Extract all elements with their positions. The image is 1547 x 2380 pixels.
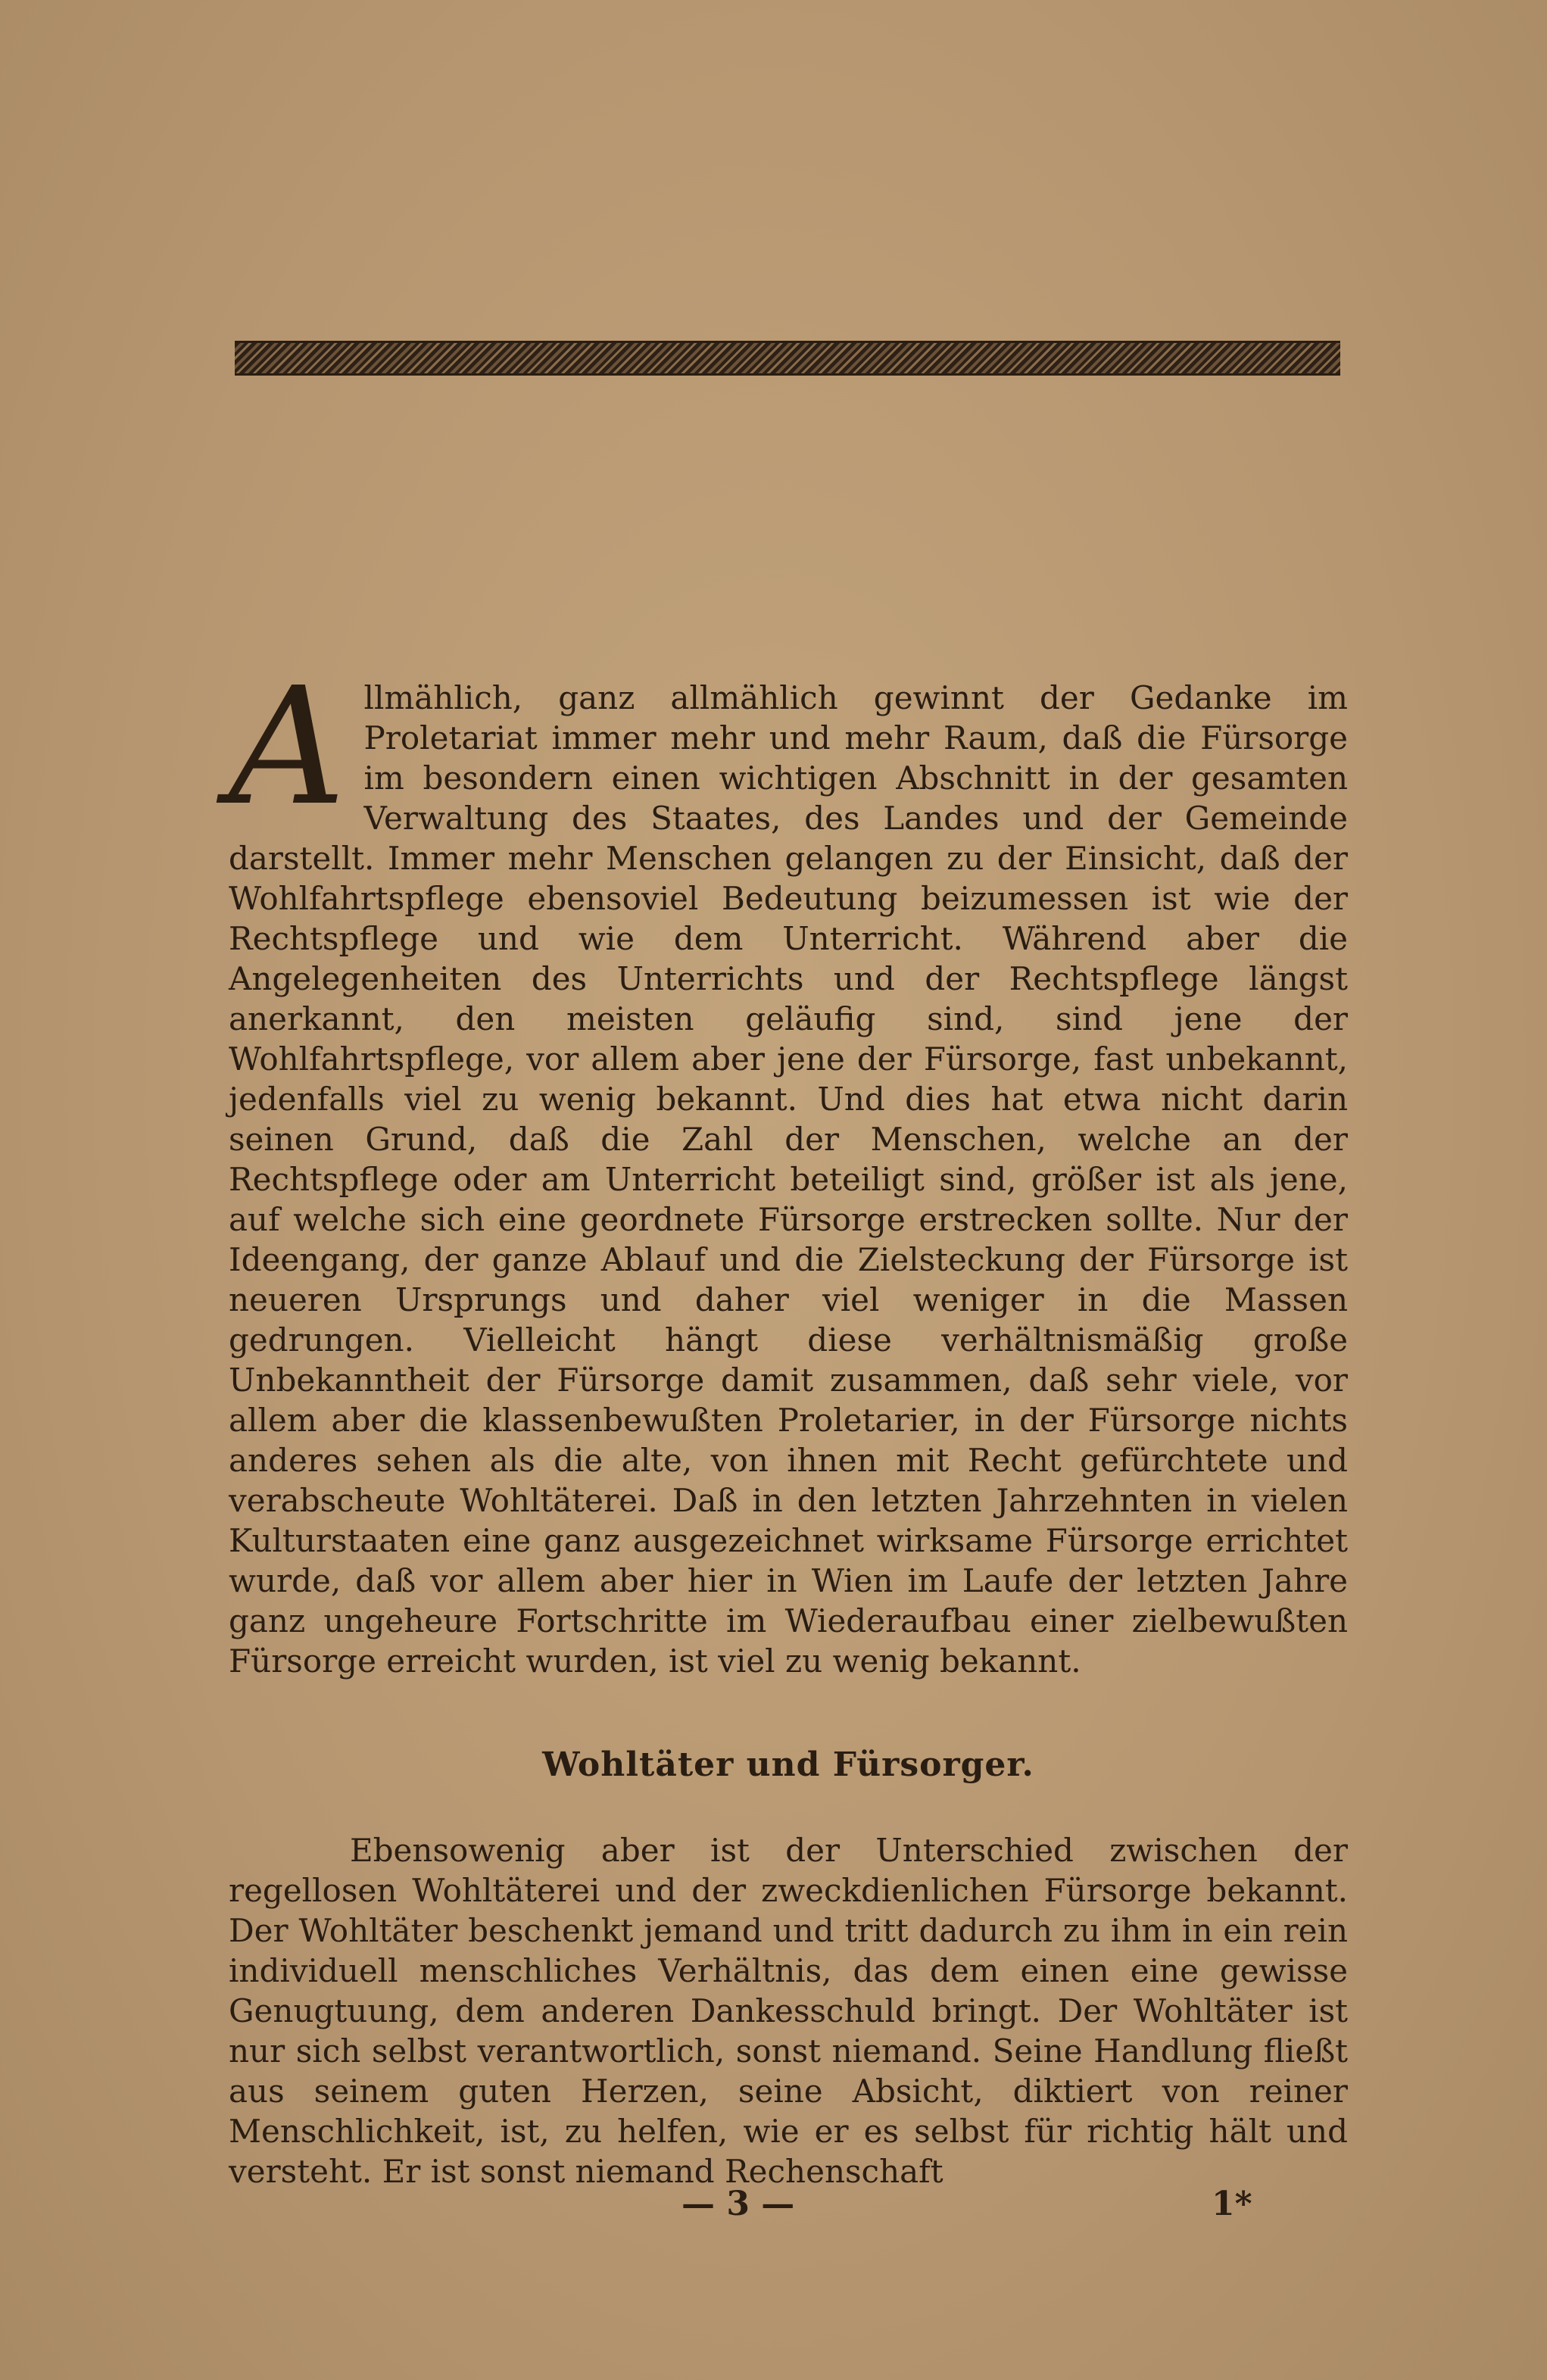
- paragraph-1: llmählich, ganz allmählich gewinnt der Gedanke im Proletariat immer mehr und mehr Raum, daß die Fürsorge im besondern einen wichtigen Abschnitt in der gesamten Verwaltung des Staates, des Landes und der Gemeinde darstellt. Immer mehr Menschen gelangen zu der Einsicht, daß der Wohlfahrtspflege ebensoviel Bedeutung beizumessen ist wie der Rechtspflege und wie dem Unterricht. Während aber die Angelegenheiten des Unterrichts und der Rechtspflege längst anerkannt, den meisten geläufig sind, sind jene der Wohlfahrtspflege, vor allem aber jene der Fürsorge, fast unbekannt, jedenfalls viel zu wenig bekannt. Und dies hat etwa nicht darin seinen Grund, daß die Zahl der Menschen, welche an der Rechtspflege oder am Unterricht beteiligt sind, größer ist als jene, auf welche sich eine geordnete Fürsorge erstrecken sollte. Nur der Ideengang, der ganze Ablauf und die Zielsteckung der Fürsorge ist neueren Ursprungs und daher viel weniger in die Massen gedrungen. Vielleicht hängt diese verhältnismäßig große Unbekanntheit der Fürsorge damit zusammen, daß sehr viele, vor allem aber die klassenbewußten Proletarier, in der Fürsorge nichts anderes sehen als die alte, von ihnen mit Recht gefürchtete und verabscheute Wohltäterei. Daß in den letzten Jahrzehnten in vielen Kulturstaaten eine ganz ausgezeichnet wirksame Fürsorge errichtet wurde, daß vor allem aber hier in Wien im Laufe der letzten Jahre ganz ungeheure Fortschritte im Wiederaufbau einer zielbewußten Fürsorge erreicht wurden, ist viel zu wenig bekannt.: [229, 679, 1348, 1680]
- paragraph-2: Ebensowenig aber ist der Unterschied zwischen der regellosen Wohltäterei und der zweckdienlichen Fürsorge bekannt. Der Wohltäter beschenkt jemand und tritt dadurch zu ihm in ein rein individuell menschliches Verhältnis, das dem einen eine gewisse Genugtuung, dem anderen Dankesschuld bringt. Der Wohltäter ist nur sich selbst verantwortlich, sonst niemand. Seine Handlung fließt aus seinem guten Herzen, seine Absicht, diktiert von reiner Menschlichkeit, ist, zu helfen, wie er es selbst für richtig hält und versteht. Er ist sonst niemand Rechenschaft: [229, 1832, 1348, 2190]
- page-number: — 3 —: [681, 2185, 795, 2223]
- drop-cap: A: [229, 653, 346, 841]
- body-text-1: [229, 653, 1348, 1681]
- section-heading: Wohltäter und Fürsorger.: [542, 1745, 1034, 1784]
- decorative-header-rule: [235, 341, 1340, 376]
- signature-mark: 1*: [1212, 2185, 1252, 2223]
